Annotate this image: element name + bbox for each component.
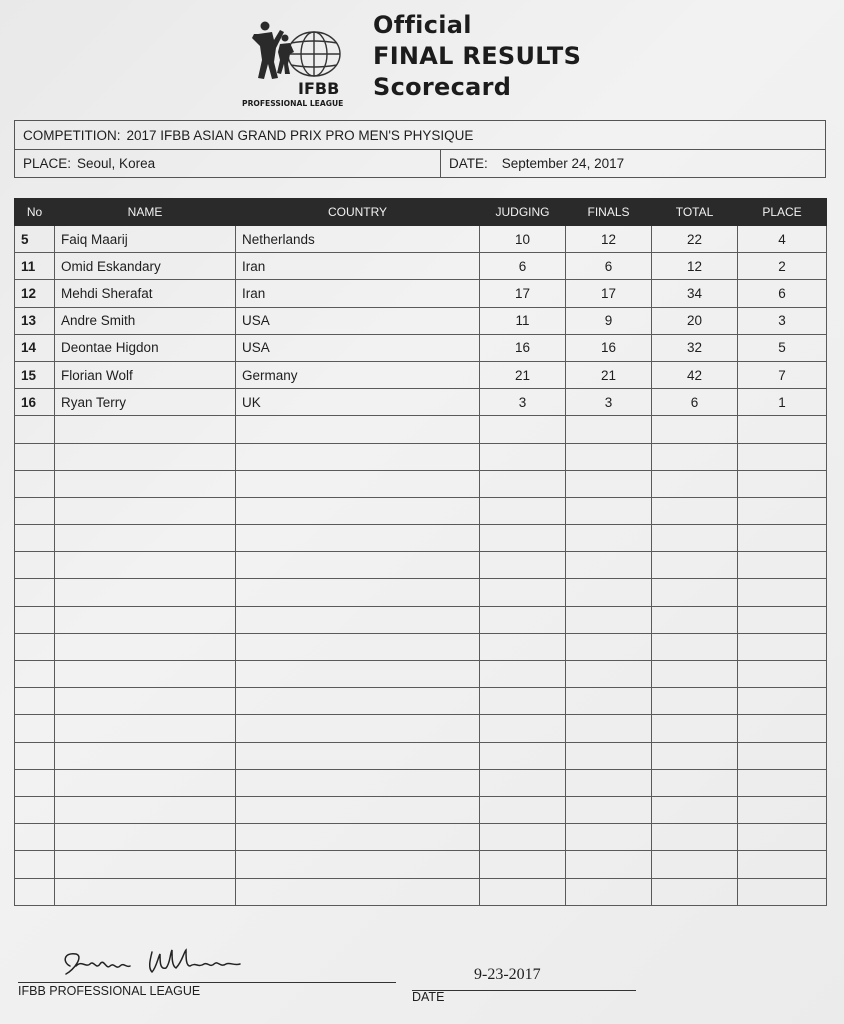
cell-name: Omid Eskandary bbox=[55, 253, 236, 280]
empty-cell-no bbox=[15, 824, 55, 851]
empty-cell-total bbox=[652, 443, 738, 470]
empty-cell-country bbox=[236, 552, 480, 579]
empty-cell-name bbox=[55, 688, 236, 715]
cell-name: Deontae Higdon bbox=[55, 334, 236, 361]
empty-table-row bbox=[15, 552, 827, 579]
empty-cell-finals bbox=[566, 878, 652, 905]
cell-place: 2 bbox=[738, 253, 827, 280]
empty-cell-finals bbox=[566, 525, 652, 552]
cell-place: 6 bbox=[738, 280, 827, 307]
empty-cell-country bbox=[236, 769, 480, 796]
empty-table-row bbox=[15, 769, 827, 796]
empty-cell-finals bbox=[566, 416, 652, 443]
empty-cell-name bbox=[55, 715, 236, 742]
empty-cell-country bbox=[236, 606, 480, 633]
empty-cell-finals bbox=[566, 715, 652, 742]
empty-cell-no bbox=[15, 688, 55, 715]
empty-cell-country bbox=[236, 851, 480, 878]
place-label: PLACE: bbox=[23, 156, 72, 171]
table-row bbox=[15, 226, 827, 253]
column-header-no: No bbox=[15, 199, 55, 226]
empty-cell-total bbox=[652, 851, 738, 878]
date-line bbox=[412, 990, 636, 991]
cell-finals: 12 bbox=[566, 226, 652, 253]
empty-cell-no bbox=[15, 742, 55, 769]
cell-country: Iran bbox=[236, 253, 480, 280]
empty-cell-name bbox=[55, 470, 236, 497]
competition-value: 2017 IFBB ASIAN GRAND PRIX PRO MEN'S PHYSIQUE bbox=[126, 128, 474, 143]
empty-cell-country bbox=[236, 579, 480, 606]
empty-cell-finals bbox=[566, 796, 652, 823]
empty-table-row bbox=[15, 742, 827, 769]
cell-place: 3 bbox=[738, 307, 827, 334]
empty-cell-place bbox=[738, 443, 827, 470]
cell-no: 15 bbox=[15, 361, 55, 388]
empty-cell-no bbox=[15, 579, 55, 606]
table-row bbox=[15, 280, 827, 307]
place-cell bbox=[15, 150, 441, 178]
ifbb-logo-icon bbox=[240, 16, 362, 108]
signature-image bbox=[56, 944, 276, 984]
empty-table-row bbox=[15, 661, 827, 688]
empty-cell-no bbox=[15, 633, 55, 660]
empty-cell-no bbox=[15, 552, 55, 579]
empty-cell-name bbox=[55, 769, 236, 796]
empty-cell-name bbox=[55, 661, 236, 688]
empty-cell-finals bbox=[566, 579, 652, 606]
cell-name: Faiq Maarij bbox=[55, 226, 236, 253]
empty-cell-no bbox=[15, 525, 55, 552]
empty-table-row bbox=[15, 796, 827, 823]
cell-country: Netherlands bbox=[236, 226, 480, 253]
cell-no: 14 bbox=[15, 334, 55, 361]
empty-cell-country bbox=[236, 824, 480, 851]
empty-cell-name bbox=[55, 497, 236, 524]
results-header-row bbox=[15, 199, 827, 226]
empty-cell-judging bbox=[480, 470, 566, 497]
empty-cell-place bbox=[738, 661, 827, 688]
cell-judging: 17 bbox=[480, 280, 566, 307]
empty-cell-name bbox=[55, 742, 236, 769]
column-header-name: NAME bbox=[55, 199, 236, 226]
title-line-official: Official bbox=[373, 11, 472, 39]
empty-cell-place bbox=[738, 552, 827, 579]
empty-table-row bbox=[15, 470, 827, 497]
scorecard-title bbox=[373, 10, 581, 103]
empty-table-row bbox=[15, 851, 827, 878]
empty-cell-total bbox=[652, 633, 738, 660]
cell-country: USA bbox=[236, 307, 480, 334]
empty-cell-total bbox=[652, 416, 738, 443]
empty-cell-no bbox=[15, 661, 55, 688]
column-header-country: COUNTRY bbox=[236, 199, 480, 226]
empty-cell-judging bbox=[480, 525, 566, 552]
cell-judging: 11 bbox=[480, 307, 566, 334]
empty-cell-total bbox=[652, 688, 738, 715]
cell-name: Florian Wolf bbox=[55, 361, 236, 388]
title-line-scorecard: Scorecard bbox=[373, 73, 512, 101]
empty-cell-no bbox=[15, 606, 55, 633]
cell-judging: 10 bbox=[480, 226, 566, 253]
cell-finals: 3 bbox=[566, 389, 652, 416]
results-body bbox=[15, 226, 827, 906]
table-row bbox=[15, 334, 827, 361]
empty-cell-name bbox=[55, 443, 236, 470]
cell-place: 5 bbox=[738, 334, 827, 361]
empty-table-row bbox=[15, 688, 827, 715]
empty-table-row bbox=[15, 824, 827, 851]
empty-cell-judging bbox=[480, 688, 566, 715]
signed-date: 9-23-2017 bbox=[474, 966, 541, 983]
cell-total: 32 bbox=[652, 334, 738, 361]
empty-cell-no bbox=[15, 796, 55, 823]
scorecard-header bbox=[240, 10, 620, 110]
empty-cell-no bbox=[15, 769, 55, 796]
empty-cell-judging bbox=[480, 552, 566, 579]
logo-wordmark: IFBB bbox=[298, 79, 340, 98]
empty-table-row bbox=[15, 606, 827, 633]
empty-cell-name bbox=[55, 552, 236, 579]
empty-cell-judging bbox=[480, 715, 566, 742]
empty-cell-total bbox=[652, 715, 738, 742]
empty-cell-place bbox=[738, 579, 827, 606]
cell-name: Mehdi Sherafat bbox=[55, 280, 236, 307]
date-label: DATE: bbox=[449, 156, 488, 171]
empty-cell-country bbox=[236, 497, 480, 524]
empty-cell-finals bbox=[566, 661, 652, 688]
empty-cell-judging bbox=[480, 633, 566, 660]
empty-cell-name bbox=[55, 606, 236, 633]
place-date-row bbox=[15, 150, 825, 178]
empty-cell-judging bbox=[480, 416, 566, 443]
empty-cell-judging bbox=[480, 769, 566, 796]
empty-cell-country bbox=[236, 688, 480, 715]
empty-cell-place bbox=[738, 796, 827, 823]
empty-cell-country bbox=[236, 796, 480, 823]
competition-label: COMPETITION: bbox=[23, 128, 121, 143]
empty-cell-name bbox=[55, 525, 236, 552]
empty-table-row bbox=[15, 443, 827, 470]
competition-info-box bbox=[14, 120, 826, 178]
cell-no: 12 bbox=[15, 280, 55, 307]
empty-cell-place bbox=[738, 824, 827, 851]
empty-cell-judging bbox=[480, 443, 566, 470]
cell-country: USA bbox=[236, 334, 480, 361]
column-header-finals: FINALS bbox=[566, 199, 652, 226]
empty-cell-judging bbox=[480, 497, 566, 524]
cell-place: 1 bbox=[738, 389, 827, 416]
cell-place: 4 bbox=[738, 226, 827, 253]
empty-cell-judging bbox=[480, 796, 566, 823]
empty-cell-no bbox=[15, 416, 55, 443]
empty-cell-judging bbox=[480, 878, 566, 905]
cell-total: 12 bbox=[652, 253, 738, 280]
empty-cell-place bbox=[738, 633, 827, 660]
date-value: September 24, 2017 bbox=[501, 156, 625, 171]
column-header-place: PLACE bbox=[738, 199, 827, 226]
empty-cell-name bbox=[55, 851, 236, 878]
date-cell bbox=[441, 150, 624, 178]
cell-judging: 21 bbox=[480, 361, 566, 388]
empty-table-row bbox=[15, 715, 827, 742]
empty-cell-place bbox=[738, 769, 827, 796]
empty-cell-country bbox=[236, 742, 480, 769]
empty-cell-no bbox=[15, 497, 55, 524]
empty-cell-total bbox=[652, 606, 738, 633]
table-row bbox=[15, 361, 827, 388]
empty-cell-name bbox=[55, 633, 236, 660]
cell-total: 22 bbox=[652, 226, 738, 253]
empty-cell-name bbox=[55, 878, 236, 905]
empty-cell-finals bbox=[566, 851, 652, 878]
signature-org-label: IFBB PROFESSIONAL LEAGUE bbox=[18, 984, 201, 998]
empty-cell-finals bbox=[566, 688, 652, 715]
empty-cell-place bbox=[738, 470, 827, 497]
cell-country: Iran bbox=[236, 280, 480, 307]
empty-cell-country bbox=[236, 416, 480, 443]
cell-no: 5 bbox=[15, 226, 55, 253]
empty-cell-place bbox=[738, 851, 827, 878]
empty-table-row bbox=[15, 497, 827, 524]
empty-cell-finals bbox=[566, 742, 652, 769]
cell-total: 42 bbox=[652, 361, 738, 388]
empty-cell-total bbox=[652, 579, 738, 606]
cell-country: Germany bbox=[236, 361, 480, 388]
empty-cell-place bbox=[738, 715, 827, 742]
empty-cell-no bbox=[15, 470, 55, 497]
empty-cell-finals bbox=[566, 470, 652, 497]
cell-name: Andre Smith bbox=[55, 307, 236, 334]
title-line-final-results: FINAL RESULTS bbox=[373, 42, 582, 70]
empty-table-row bbox=[15, 579, 827, 606]
empty-cell-place bbox=[738, 606, 827, 633]
empty-cell-country bbox=[236, 470, 480, 497]
empty-cell-no bbox=[15, 443, 55, 470]
empty-cell-judging bbox=[480, 579, 566, 606]
empty-cell-name bbox=[55, 824, 236, 851]
empty-cell-judging bbox=[480, 742, 566, 769]
cell-total: 20 bbox=[652, 307, 738, 334]
place-value: Seoul, Korea bbox=[77, 156, 156, 171]
date-footer-label: DATE bbox=[412, 990, 445, 1004]
empty-cell-judging bbox=[480, 606, 566, 633]
empty-cell-finals bbox=[566, 443, 652, 470]
cell-total: 34 bbox=[652, 280, 738, 307]
empty-cell-name bbox=[55, 579, 236, 606]
cell-finals: 21 bbox=[566, 361, 652, 388]
empty-cell-place bbox=[738, 497, 827, 524]
empty-cell-finals bbox=[566, 497, 652, 524]
empty-cell-place bbox=[738, 416, 827, 443]
empty-cell-country bbox=[236, 443, 480, 470]
empty-cell-total bbox=[652, 497, 738, 524]
cell-place: 7 bbox=[738, 361, 827, 388]
table-row bbox=[15, 307, 827, 334]
column-header-total: TOTAL bbox=[652, 199, 738, 226]
empty-cell-country bbox=[236, 633, 480, 660]
cell-finals: 9 bbox=[566, 307, 652, 334]
empty-cell-place bbox=[738, 878, 827, 905]
column-header-judging: JUDGING bbox=[480, 199, 566, 226]
empty-cell-total bbox=[652, 796, 738, 823]
cell-finals: 16 bbox=[566, 334, 652, 361]
empty-cell-finals bbox=[566, 606, 652, 633]
table-row bbox=[15, 389, 827, 416]
empty-cell-finals bbox=[566, 769, 652, 796]
empty-cell-total bbox=[652, 769, 738, 796]
empty-cell-finals bbox=[566, 633, 652, 660]
cell-country: UK bbox=[236, 389, 480, 416]
empty-cell-total bbox=[652, 824, 738, 851]
empty-table-row bbox=[15, 525, 827, 552]
empty-cell-place bbox=[738, 525, 827, 552]
empty-table-row bbox=[15, 416, 827, 443]
empty-cell-no bbox=[15, 878, 55, 905]
empty-cell-total bbox=[652, 470, 738, 497]
empty-table-row bbox=[15, 878, 827, 905]
empty-cell-total bbox=[652, 661, 738, 688]
empty-cell-finals bbox=[566, 552, 652, 579]
empty-cell-country bbox=[236, 715, 480, 742]
cell-finals: 17 bbox=[566, 280, 652, 307]
empty-cell-total bbox=[652, 525, 738, 552]
empty-cell-place bbox=[738, 688, 827, 715]
empty-cell-judging bbox=[480, 661, 566, 688]
cell-judging: 3 bbox=[480, 389, 566, 416]
cell-finals: 6 bbox=[566, 253, 652, 280]
competition-row bbox=[15, 121, 825, 150]
empty-cell-country bbox=[236, 661, 480, 688]
empty-cell-total bbox=[652, 878, 738, 905]
signature-line bbox=[18, 982, 396, 983]
table-row bbox=[15, 253, 827, 280]
empty-cell-no bbox=[15, 715, 55, 742]
empty-cell-country bbox=[236, 878, 480, 905]
cell-name: Ryan Terry bbox=[55, 389, 236, 416]
empty-cell-place bbox=[738, 742, 827, 769]
empty-cell-judging bbox=[480, 824, 566, 851]
empty-cell-name bbox=[55, 416, 236, 443]
empty-cell-name bbox=[55, 796, 236, 823]
empty-cell-finals bbox=[566, 824, 652, 851]
results-table bbox=[14, 198, 827, 906]
empty-cell-country bbox=[236, 525, 480, 552]
empty-cell-no bbox=[15, 851, 55, 878]
cell-total: 6 bbox=[652, 389, 738, 416]
empty-cell-total bbox=[652, 552, 738, 579]
cell-no: 13 bbox=[15, 307, 55, 334]
cell-no: 11 bbox=[15, 253, 55, 280]
logo-subtext: PROFESSIONAL LEAGUE bbox=[242, 99, 344, 108]
cell-no: 16 bbox=[15, 389, 55, 416]
cell-judging: 16 bbox=[480, 334, 566, 361]
empty-cell-judging bbox=[480, 851, 566, 878]
empty-table-row bbox=[15, 633, 827, 660]
empty-cell-total bbox=[652, 742, 738, 769]
cell-judging: 6 bbox=[480, 253, 566, 280]
